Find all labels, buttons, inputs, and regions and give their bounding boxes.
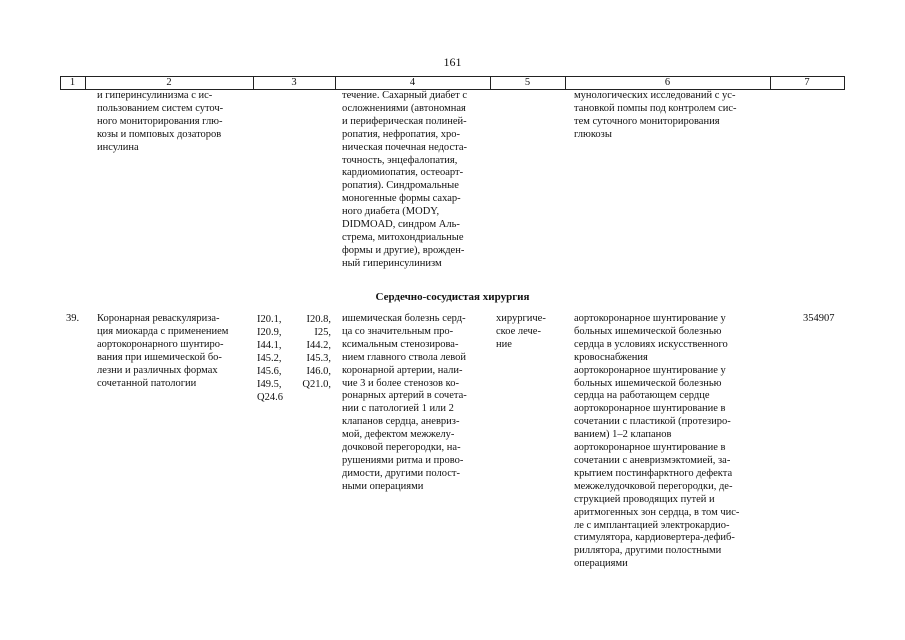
treatment-method-text: аортокоронарное шунтирование у больных ишемической болезнью сердца в условиях искусственного кровоснабжения аортокоронарное шунтирование у больных ишемической болезнью сердца на работающем сердце аортокоронарное шунтирование в сочетании с пластикой (протезиро- ванием) 1–2 клапанов аортокоронарное шунтирование в сочетании с аневризмэктомией, за- крытием постинфарктного дефекта межжелудочковой перегородки, де- струкцией проводящих путей и аритмогенных зон сердца, в том чис- ле с имплантацией электрокардио- стимулятора, кардиовертера-дефиб- риллятора, другими полостными операциями <box>574 313 740 570</box>
cost-value: 354907 <box>803 313 835 324</box>
continued-method-text: мунологических исследований с ус- тановкой помпы под контролем сис- тем суточного мониторирования глюкозы <box>574 90 737 140</box>
continued-disease-text: и гиперинсулинизма с ис- пользованием систем суточ- ного мониторирования глю- козы и помповых дозаторов инсулина <box>97 90 224 153</box>
disease-group-text: Коронарная реваскуляриза- ция миокарда с применением аортокоронарного шунтиро- вания при ишемической бо- лезни и различных формах сочетанной патологии <box>97 313 229 389</box>
continued-model-text: течение. Сахарный диабет с осложнениями (автономная и периферическая полиней- ропатия, нефропатия, хро- ническая почечная недоста- точность, энцефалопатия, кардиомиопатия, остеоарт- ропатия). Синдромальные моногенные формы сахар- ного диабета (MODY, DIDMOAD, синдром Аль- стрема, митохондриальные формы и другие), врожден- ный гиперинсулинизм <box>342 90 468 269</box>
column-header-6: 6 <box>664 77 671 88</box>
icd-codes: I20.1, I20.8, I20.9, I25, I44.1, I44.2, I45.2, I45.3, I45.6, I46.0, I49.5, Q21.0, Q24.6 <box>257 314 331 403</box>
row-number: 39. <box>66 313 80 324</box>
section-title: Сердечно-сосудистая хирургия <box>375 291 530 303</box>
column-header-3: 3 <box>291 77 297 88</box>
page-number: 161 <box>443 55 462 69</box>
column-header-4: 4 <box>409 77 416 88</box>
column-header-2: 2 <box>166 77 172 88</box>
column-header-7: 7 <box>804 77 810 88</box>
column-header-1: 1 <box>69 77 76 88</box>
patient-model-text: ишемическая болезнь серд- ца со значительным про- ксимальным стенозирова- нием главного ствола левой коронарной артерии, нали- чие 3 и более стенозов ко- ронарных артерий в сочета- нии с патологией 1 или 2 клапанов сердца, аневриз- мой, дефектом межжелу- дочковой перегородки, на- рушениями ритма и прово- димости, другими полост- ными операциями <box>342 313 467 492</box>
treatment-type-text: хирургиче- ское лече- ние <box>496 313 546 350</box>
column-header-5: 5 <box>524 77 531 88</box>
table-header-row <box>60 76 845 90</box>
